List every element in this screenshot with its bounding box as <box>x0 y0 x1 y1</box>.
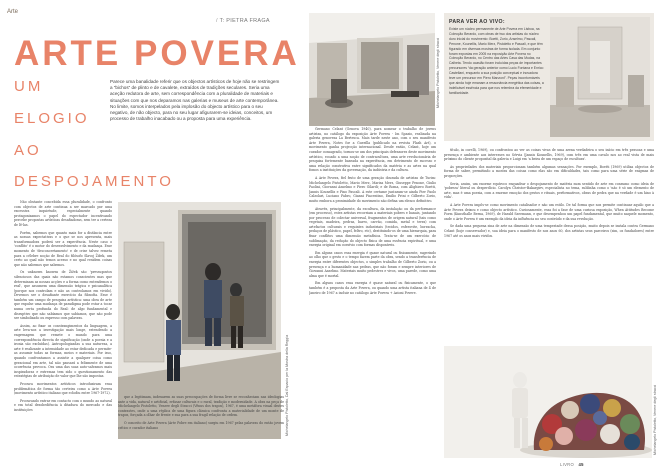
body-column-4 <box>444 148 654 344</box>
sidebar-heading: PARA VER AO VIVO: <box>449 19 505 25</box>
artwork-photo-gallery-interior <box>309 13 435 126</box>
col3-paragraph: Em alguns casos essa energia é quase natural ou fisicamente, sugerindo ao olho que o gesto e o tempo fazem parte da obra, sendo a transferência de energia entre diferentes objectos, o simples trabalho de Gilberto Zorio, ou a presença e a humanidade nas pedras, que não foram e sempre interiores de Giovanni Anselmo. Materiais muito pedestres e vivos, uma parede, como uma alma que é mortal. <box>309 250 436 278</box>
header-label: Arte <box>7 9 19 15</box>
body-column-2 <box>118 395 284 467</box>
photo-caption-2: Michelangelo Pistoletto, Venere degli stracci <box>436 37 440 108</box>
col4-paragraph: As propriedades dos materiais proporcionam também algumas sensações. Por exemplo, Boetti (1969) utiliza objectos de forma de saber, permitindo a mostra das coisas como elas são em dificuldades, tais como para uma série de enigmas de proporções. <box>444 164 654 178</box>
photo-caption-3: Michelangelo Pistoletto, Venere degli stracci <box>653 384 657 455</box>
footer-section-label: LIVRO <box>560 462 575 467</box>
subtitle-word-ao: AO <box>14 142 42 159</box>
intro-paragraph: Parece uma banalidade referir que os objectos artísticos de hoje não se restringem a “bichos” de plinto e de cavalete, extraídos de tradições seculares. Seria uma aceção redutora de arte, sem correspondência com a pluralidade de materiais e situações com que nos deparamos nas galerias e museus de arte contemporânea. No limite, somos interpelados pela implosão do objecto artístico para o seu negativo, de não objecto, para no seu lugar afigurarem-se ideias, conceitos, um processo de trabalho inacabado ou a proposta para uma experiência. <box>110 79 280 122</box>
author-credit <box>216 18 270 24</box>
col3-paragraph: Germano Celant (Genova 1940), para nomear o trabalho de jovens artistas, no catálogo da exposição Arte Povera - Im Spazio, realizada na galeria genovesa La Bertesca. Mais tarde neste ano, com o seu manifesto Arte Povera, Notes for a Guerilla (publicado na revista Flash Art), o movimento ganha projecção internacional. Desde então, Celant, hoje um curador consagrado, tornou-se um dos principais defensores deste movimento artístico, ecoado a uma noção de contracultura, uma arte revolucionária de pesquisa fortemente baseada na experiência, em detrimento de sucesso e uma relação construtiva entre significados da matéria e as artes na qual fomos a instituições da governação, da indústria e da cultura. <box>309 127 436 173</box>
col3-paragraph: Através, principalmente, da escultura, da instalação ou da performance (em processo), estes artistas recorriam a materiais pobres e banais, juntando por processo de colectar universal, fragmentos de origem natural (tais como vegetais, madeira, pedras, barro, carvão, comida, metal e terra) com artefactos culturais e requintes industriais (tecidos, esferovite, borracha, pedaços de plástico, papel, feltro, etc), destituindo-os de uma hierarquia, para fixar conflitos uma dimensão metafísica. Trata-se de um exercício de sublimação, da redução do objecto física de uma essência espiritual, e uma energia original em convívio com formas disponíveis. <box>309 206 436 248</box>
venus-rags-illustration <box>444 346 652 458</box>
col4-paragraph: título, in corelli, 1969), ou confrontou ao ver as coisas vivas de uma arena verdadeira o seu início em três pessoas e uma presença e ambiente aos interesses no Sérvia (Jannis Kounellis, 1969), com três em uma cavalo nos ao real vista de mais próximo do cliente proposital da galeria e Luigi em 'a beira de um espaço de escultura'. <box>444 148 654 162</box>
col2-paragraph: que a legitimam, indexarem as suas preocupações de forma livre se reconheciam nas ideologias ante a vida, natural e artificial, erfasar culturais e o rural, tradição e modernidade. A obra na peça de Michelangelo Pistoletto, Venere degli Stracci (Vênus dos trapos), 1967, é uma metáfora visual destes contrastes, onde a uma réplica de uma figura clássica confronta a materialidade de um monte de trapos, forçada a olhar de frente e sua para a sua fragil relação de ordem. <box>118 395 284 418</box>
col3-paragraph: A Arte Povera, fiel fruto de uma geração dourada de artistas de Turim: Michelangelo Pistoletto, Mario Merz, Marisa Merz, Giuseppe Penone, Giulio Paolini, Giovanni Anselmo e Piero Gilardi; e de Roma, com Alighiero Boetti, Jannis Kounellis e Pino Pascali. A este certame juntaram-se ainda Pier Paolo Calzolari, Luciano Fabro, Gianni Piacentino, Emilio Prini e Gilberto Zorio, muito embora a proximidade do movimento não defina um elenco definitivo. <box>309 175 436 203</box>
col4-paragraph: Se dada uma pequena sina de arte na dimensão de uma tempestade dessa posição, muito depois se instala contra Germano Celant (hoje conservador) e, sua ideia para o manifesto de nos anos 60, dos artistas seus parceiros (sim, os fundadores) entre 1967 até os anos mais vividos. <box>444 224 654 238</box>
subtitle-word-despojamento: DESPOJAMENTO <box>14 173 174 190</box>
col1-paragraph: Não obstante concebida essa pluralidade, o confronto com objectos de arte continua a ser marcado por uma excessiva inquietude, especialmente quando protagonizamos o papel do espectador incentivando percebe propostas artísticas desafiadoras, sem ter a certeza de lê-las. <box>14 200 112 227</box>
sidebar-artwork-illustration <box>550 17 650 137</box>
artwork-photo-venus-rags <box>444 346 652 458</box>
col2-paragraph: O conceito de Arte Povera (Arte Pobre em italiano) surgiu em 1967 pelas palavras do então jovem crítico e curador italiano <box>118 420 284 430</box>
col3-paragraph: Em alguns casos essa energia é quase natural ou fisicamente, o que também é a proposta da Arte Povera, ou quando uma artista italiana de 4 de Janeiro de 1967 a incluir no catálogo Arte Povera + Azioni Povere. <box>309 281 436 295</box>
sidebar-photo <box>550 17 650 137</box>
col1-paragraph: Procura movimentos artísticos introduziram essa problemática de forma tão certeira como a Arte Povera (movimento artístico italiano que eclodiu entre 1967-1972). <box>14 381 112 396</box>
page-number: 45 <box>578 462 584 467</box>
col1-paragraph: Procurando entrar em contacto com o mundo ao natural e em total desobediência à ditadura do mercado e das instituições <box>14 398 112 412</box>
page-title: ARTE POVERA <box>14 34 300 73</box>
col1-paragraph: Os unknown knowns de Žižek são 'pressupostos silenciosos das quais não estamos conscientes mas que determinam as nossas acções e a forma como entendemos o real', que assumem uma dimensão trágica e psicanalítica (porque nos controlam e não as controlamos em vivido). Devemos ser o desafiante exercício da filosofia. Esse é também um campo de pesquisa artística: uma obra de arte que expulse uma mudança de paradigma pode estar a tocar numa certa profunda do Real: de algo fundamental e disruptivo que não sabíamos que sabíamos, que não pode ser simbolizado ou expresso com palavras. <box>14 270 112 321</box>
author-separator-icon: / <box>216 18 220 24</box>
photo-caption-1: Michelangelo Pistoletto, Dal Espacio per la Mostra della Reggia <box>285 334 289 436</box>
sidebar-box <box>444 13 654 141</box>
page-footer <box>560 462 584 467</box>
col4-paragraph: A Arte Povera impôs-se como movimento catalisador e não um estilo. De tal forma que nos permite continuar aquilo que a Arte Povera deixou e como objecto artístico. Curiosamente, essa foi a fase de uma curiosa exposição, When Attitudes Become Form (Kunsthalle Berna, 1969), de Harald Szeemann, e que desempenhou um papel fundamental, que muito naquele momento, onde o Arte Povera é um exemplo da ideia da influência no seu conteúdo e da sua revolução. <box>444 202 654 221</box>
col1-paragraph: Assim, ao fixar os constrangimentos da linguagem, a arte leva-nos a investigação mais longe, estendendo a engrenagem que remete o mundo para uma correspondência directa de significação (onde a poesia e a ironia são excluídas). Antropologizadas a sua natureza, a arte é realizante a intensidade ao estar dedicada e permite-as assumir todas as formas, meios e materiais. Por isso, quando confrontamos a assistir a qualquer coisa como geracional em arte, tal não passará a felizmente de uma ocorrência provoca. Ora uma das suas auto-salvamos mais inspiradoras e extremas tem sido o questionamento das estratégias de atribuição de valor que lhe são impostas. <box>14 323 112 379</box>
body-column-1 <box>14 200 112 462</box>
author-name: T: PIETRA FRAGA <box>219 18 270 24</box>
col4-paragraph: Seria, assim, um enorme equívoco enquadrar o despojamento de matéria num sentido de arte em consumo como ideia de 'pobreza' literal ou desperdício. Carolyn Christov-Bakargiev, especialista no tema, sublinha como o 'não é só um elemento de arte, mas é uma poesia, com a enorme emoção dos gestos e rituais, performativos, obras de pedra que na verdade é um hino à vida'. <box>444 181 654 200</box>
gallery-interior-illustration <box>309 13 435 126</box>
subtitle-word-um: UM <box>14 78 44 95</box>
subtitle-word-elogio: ELOGIO <box>14 110 90 127</box>
sidebar-text: Existe um núcleo permanente de Arte Povera em Lisboa, na Colecção Berardo, com obras de two dos artistas do núcleo duro inicial do movimento: Boetti, Zorio, Anselmo, Pascali, Penone, Kounellis, Mario Merz, Pistoletto e Pascali, e que têm figurado em diversas mostras de forma isolada. Em conjunto foram expostas em 2005 na exposição Arte Povera no Colecção Berardo, no Centro das Artes Casa das Mudas, na Calheta. Tendo ocasião foram incluídas peças de importantes precursores “da geração anterior como Lucio Fontana e Enrico Castellani, enquanto a sua posição conceptual e inovadora teve um precursor em Piero Manzoni”. Peças incontornáveis que ainda hoje emanam a ressonância enegética das coisas, a indelicável essência para que nos relembra da efemeridade e familiaridade. <box>449 27 544 95</box>
col1-paragraph: Porém, sabemos que quanto mais for a distância entre as nossas expectativas e o que se nos apresenta, mais transformadora poderá ser a experiência. Neste caso o 'conflito' é o motor do desenvolvimento e da mudança. Esse momento de 'desconcertamento' e de crise talvez remeta para a célebre noção de Real do filósofo Slavoj Žižek, um certo ao qual não temos acesso e no qual residem coisas que não sabemos que sabemos. <box>14 230 112 267</box>
body-column-3 <box>309 127 436 463</box>
